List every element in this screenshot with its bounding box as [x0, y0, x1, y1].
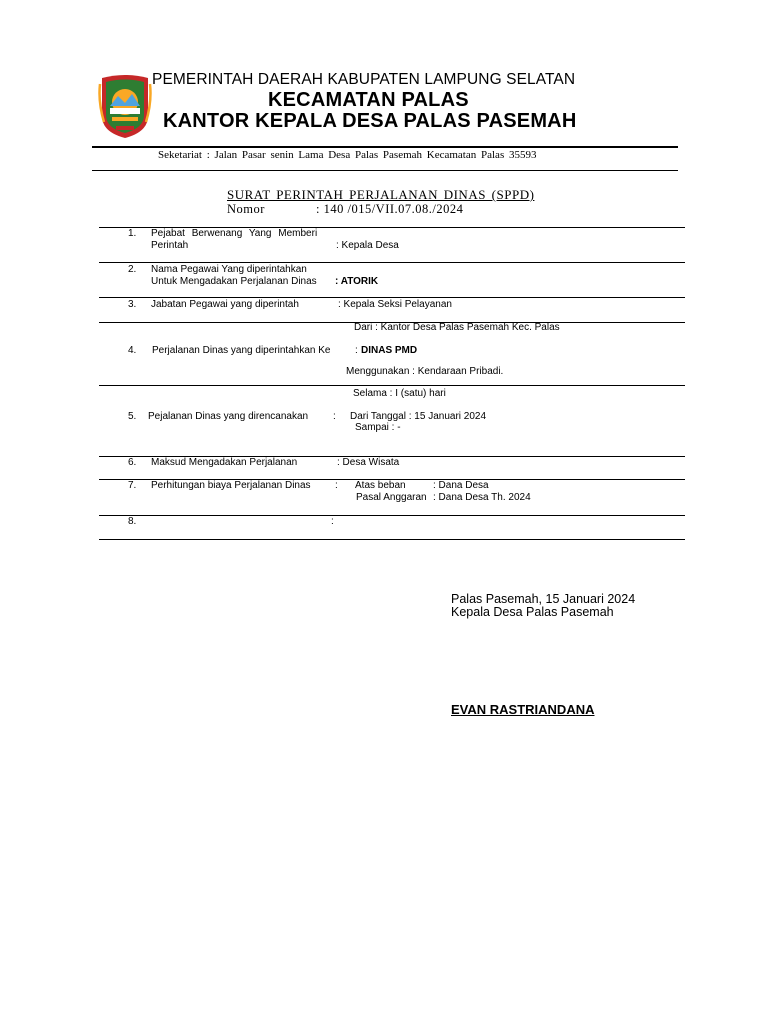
signature-position: Kepala Desa Palas Pasemah	[451, 605, 614, 619]
row-divider	[99, 515, 685, 516]
row-detail: Dari : Kantor Desa Palas Pasemah Kec. Palas	[354, 322, 560, 333]
row-label: Perjalanan Dinas yang diperintahkan Ke	[152, 345, 331, 356]
header-address: Seketariat : Jalan Pasar senin Lama Desa Palas Pasemah Kecamatan Palas 35593	[158, 149, 537, 161]
row-value: : Desa Wisata	[337, 457, 400, 468]
row-number: 4.	[128, 345, 137, 356]
row-value: DINAS PMD	[361, 345, 418, 356]
row-detail: Sampai : -	[355, 422, 401, 433]
row-label: Perintah	[151, 240, 189, 251]
row-colon: :	[333, 411, 336, 422]
row-colon: :	[355, 345, 358, 356]
document-title: SURAT PERINTAH PERJALANAN DINAS (SPPD)	[227, 187, 535, 202]
row-label: Maksud Mengadakan Perjalanan	[151, 457, 298, 468]
row-number: 2.	[128, 264, 137, 275]
signature-place-date: Palas Pasemah, 15 Januari 2024	[451, 592, 636, 606]
row-number: 5.	[128, 411, 137, 422]
lampung-selatan-emblem-icon	[98, 72, 152, 140]
row-number: 6.	[128, 457, 137, 468]
row-divider	[99, 385, 685, 386]
row-value: : Kepala Seksi Pelayanan	[338, 299, 452, 310]
header-rule-thin	[92, 170, 678, 171]
row-divider	[99, 539, 685, 540]
header-government: PEMERINTAH DAERAH KABUPATEN LAMPUNG SELATAN	[152, 71, 576, 88]
row-detail: Atas beban	[355, 480, 406, 491]
signature-name: EVAN RASTRIANDANA	[451, 702, 595, 717]
row-number: 7.	[128, 480, 137, 491]
row-label: Untuk Mengadakan Perjalanan Dinas	[151, 276, 317, 287]
row-detail: Dari Tanggal : 15 Januari 2024	[350, 411, 487, 422]
row-detail: Menggunakan : Kendaraan Pribadi.	[346, 366, 504, 377]
row-detail: : Dana Desa	[433, 480, 489, 491]
row-label: Pejabat Berwenang Yang Memberi	[151, 228, 318, 239]
row-number: 8.	[128, 516, 137, 527]
row-number: 3.	[128, 299, 137, 310]
row-colon: :	[335, 480, 338, 491]
nomor-label: Nomor	[227, 202, 265, 216]
row-label: Jabatan Pegawai yang diperintah	[151, 299, 299, 310]
row-detail: Selama : I (satu) hari	[353, 388, 446, 399]
header-district: KECAMATAN PALAS	[268, 89, 469, 111]
row-detail: Pasal Anggaran	[356, 492, 427, 503]
nomor-value: : 140 /015/VII.07.08./2024	[316, 202, 464, 216]
header-office: KANTOR KEPALA DESA PALAS PASEMAH	[163, 110, 577, 132]
row-number: 1.	[128, 228, 137, 239]
row-label: Pejalanan Dinas yang direncanakan	[148, 411, 309, 422]
row-colon: :	[331, 516, 334, 527]
row-label: Perhitungan biaya Perjalanan Dinas	[151, 480, 311, 491]
row-value: : ATORIK	[335, 276, 379, 287]
header-rule-thick	[92, 146, 678, 148]
row-value: : Kepala Desa	[336, 240, 399, 251]
row-label: Nama Pegawai Yang diperintahkan	[151, 264, 307, 275]
row-divider	[99, 262, 685, 263]
row-detail: : Dana Desa Th. 2024	[433, 492, 531, 503]
row-divider	[99, 297, 685, 298]
